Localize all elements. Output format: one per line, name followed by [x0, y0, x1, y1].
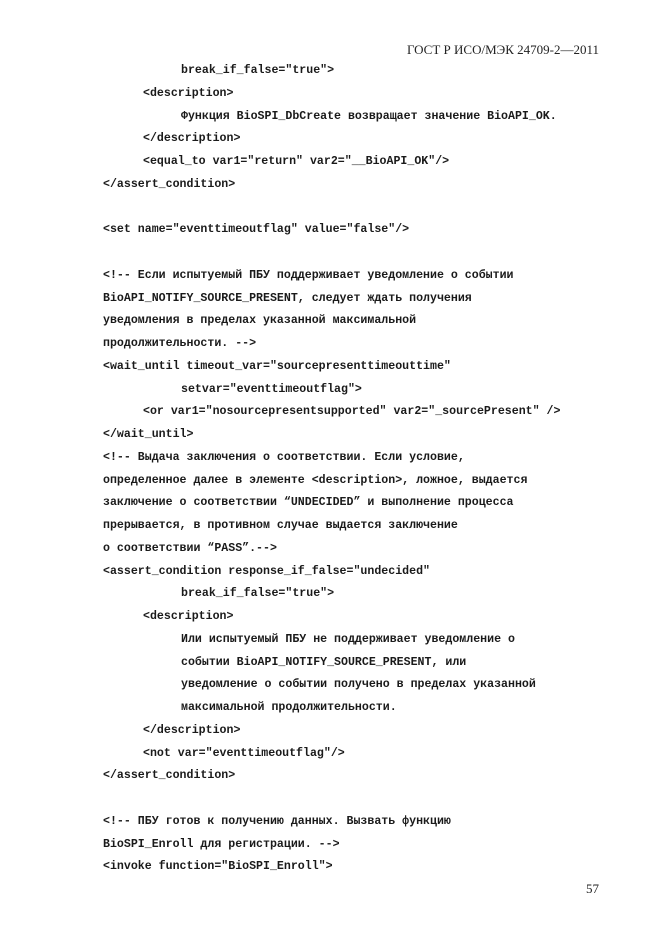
- code-line: <!-- Если испытуемый ПБУ поддерживает уведомление о событии: [103, 268, 514, 282]
- code-line: <!-- Выдача заключения о соответствии. Если условие,: [103, 450, 465, 464]
- code-line: break_if_false="true">: [181, 587, 335, 601]
- code-line: break_if_false="true">: [181, 64, 335, 77]
- code-line: Или испытуемый ПБУ не поддерживает уведомление о: [181, 632, 515, 646]
- code-line: </assert_condition>: [103, 769, 236, 783]
- code-line: </description>: [143, 723, 241, 737]
- blank-line: [103, 788, 623, 811]
- code-line: BioAPI_NOTIFY_SOURCE_PRESENT, следует ждать получения: [103, 291, 472, 305]
- code-line: BioSPI_Enroll для регистрации. -->: [103, 837, 340, 851]
- code-listing: [103, 60, 623, 879]
- code-line: <equal_to var1="return" var2="__BioAPI_OK"/>: [143, 155, 450, 168]
- blank-line: [103, 197, 623, 220]
- code-line: заключение о соответствии “UNDECIDED” и выполнение процесса: [103, 496, 514, 510]
- code-line: уведомление о событии получено в пределах указанной: [181, 678, 536, 692]
- code-line: прерывается, в противном случае выдается заключение: [103, 519, 458, 532]
- blank-line: [103, 242, 623, 265]
- code-line: уведомления в пределах указанной максимальной: [103, 314, 417, 328]
- page-number: 57: [586, 881, 599, 896]
- code-line: <description>: [143, 610, 234, 623]
- code-line: определенное далее в элементе <description>, ложное, выдается: [103, 473, 528, 487]
- code-line: <wait_until timeout_var="sourcepresenttimeouttime": [103, 359, 451, 373]
- code-line: <not var="eventtimeoutflag"/>: [143, 746, 345, 760]
- code-line: максимальной продолжительности.: [181, 701, 397, 714]
- code-line: <invoke function="BioSPI_Enroll">: [103, 860, 333, 874]
- code-line: продолжительности. -->: [103, 337, 257, 350]
- code-line: событии BioAPI_NOTIFY_SOURCE_PRESENT, или: [181, 655, 467, 669]
- code-line: setvar="eventtimeoutflag">: [181, 382, 362, 396]
- code-line: <!-- ПБУ готов к получению данных. Вызвать функцию: [103, 814, 451, 828]
- code-line: </description>: [143, 132, 241, 146]
- code-line: <set name="eventtimeoutflag" value="false"/>: [103, 223, 410, 237]
- code-line: </wait_until>: [103, 428, 194, 441]
- code-line: </assert_condition>: [103, 177, 236, 191]
- document-header: ГОСТ Р ИСО/МЭК 24709-2—2011: [406, 42, 599, 57]
- code-line: <description>: [143, 86, 234, 100]
- code-line: <assert_condition response_if_false="undecided": [103, 564, 430, 578]
- code-line: Функция BioSPI_DbCreate возвращает значение BioAPI_OK.: [181, 109, 557, 123]
- code-line: <or var1="nosourcepresentsupported" var2="_sourcePresent" />: [143, 405, 561, 419]
- code-line: о соответствии “PASS”.-->: [103, 541, 277, 555]
